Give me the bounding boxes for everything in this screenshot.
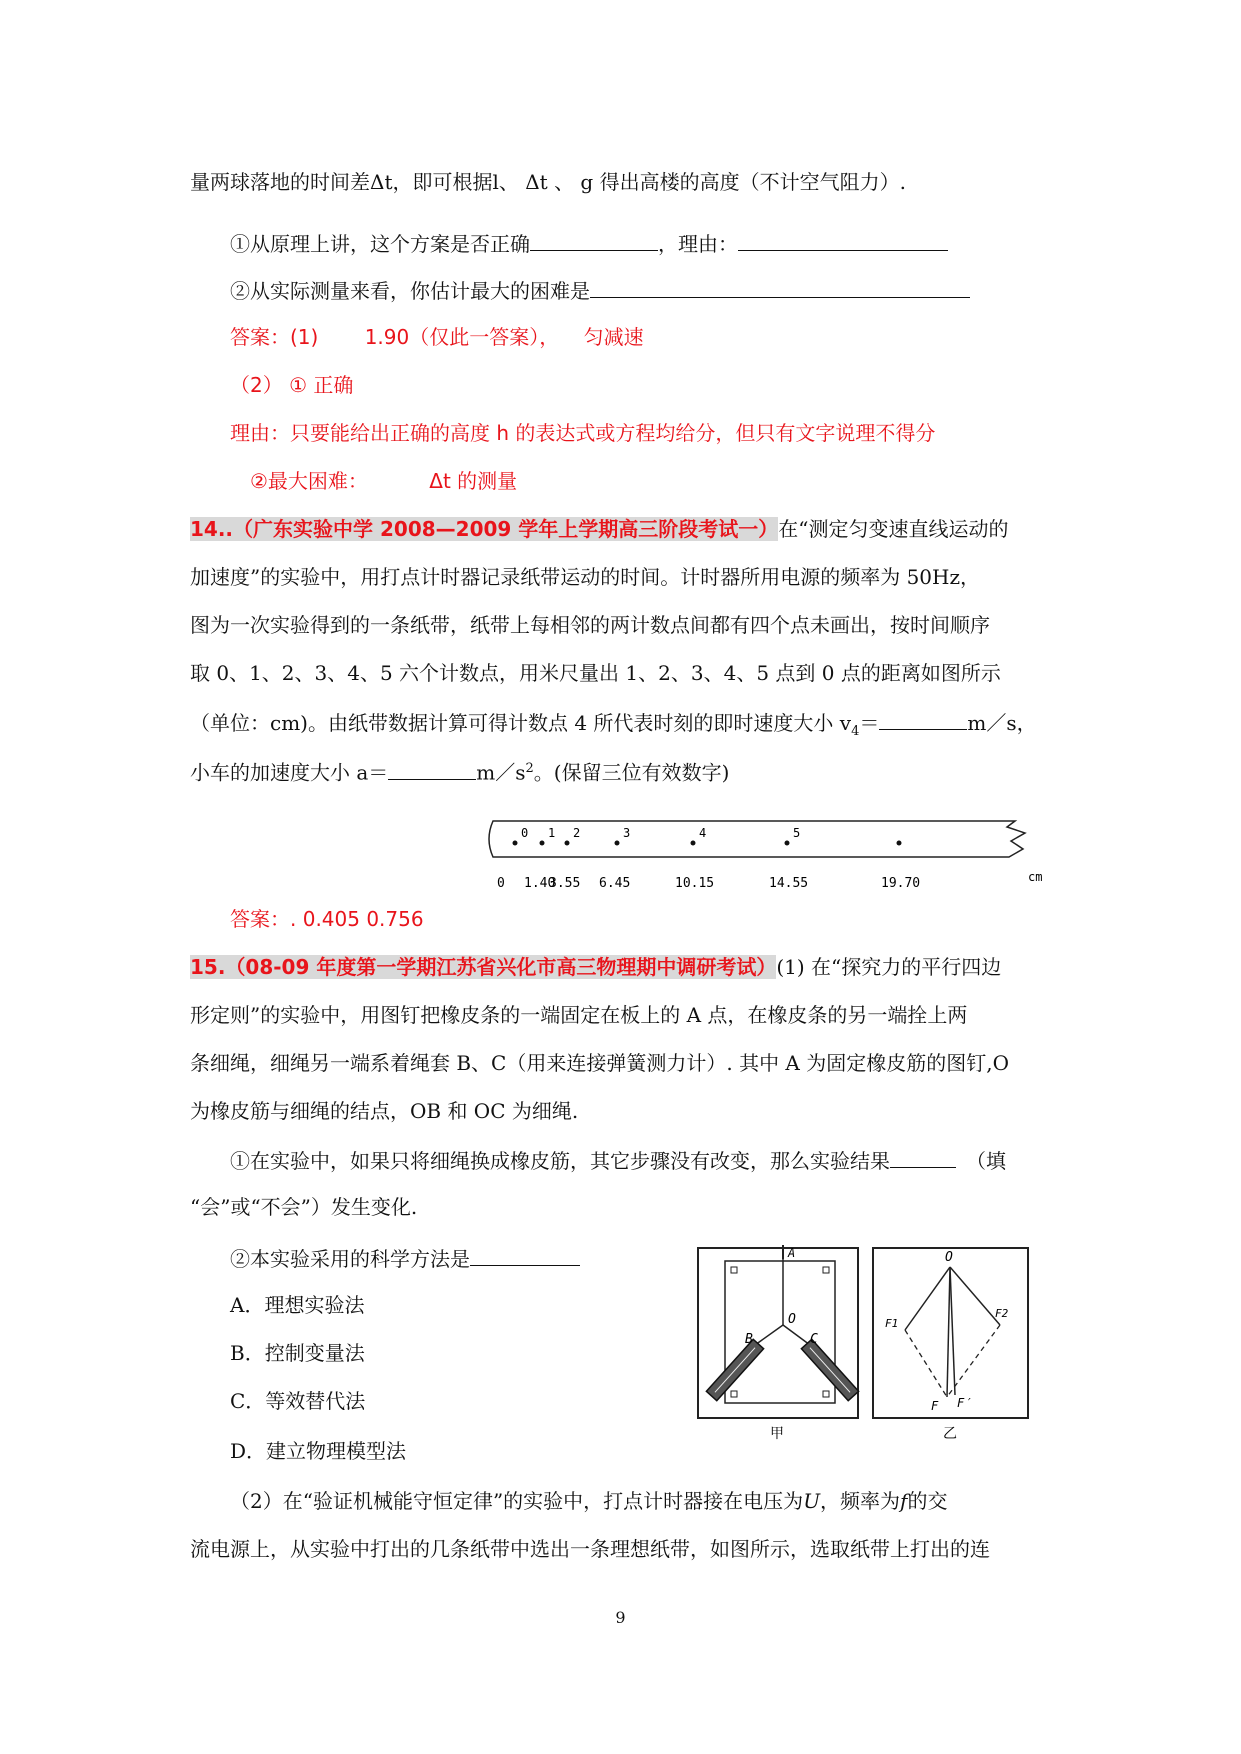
board-paper bbox=[725, 1261, 835, 1403]
answer-line-3: 理由：只要能给出正确的高度 h 的表达式或方程均给分，但只有文字说理不得分 bbox=[230, 421, 936, 445]
tape-dot-5 bbox=[785, 841, 790, 846]
label-o-yi: O bbox=[945, 1250, 953, 1265]
answer-value: 1.90（仅此一答案）， bbox=[364, 325, 560, 349]
q15-source-tag: 15.（08-09 年度第一学期江苏省兴化市高三物理期中调研考试） bbox=[190, 955, 777, 979]
q15-text-12b: ，频率为 bbox=[820, 1489, 901, 1513]
q14-line-1 bbox=[190, 515, 1009, 543]
q14-line-2: 加速度”的实验中，用打点计时器记录纸带运动的时间。计时器所用电源的频率为 50Hz， bbox=[190, 565, 981, 589]
q15-line-4: 为橡皮筋与细绳的结点，OB 和 OC 为细绳. bbox=[190, 1099, 579, 1123]
tape-point-label-1: 1 bbox=[548, 826, 556, 840]
parallelogram-left bbox=[905, 1330, 947, 1397]
tape-distance-label-5: 14.55 bbox=[769, 876, 809, 891]
tape-dot-0 bbox=[513, 841, 518, 846]
figure-yi bbox=[873, 1248, 1028, 1442]
tape-dot-6 bbox=[897, 841, 902, 846]
force-f2 bbox=[950, 1267, 1000, 1325]
answer-label: 答案：(1) bbox=[230, 325, 319, 349]
q15-line-13: 流电源上，从实验中打出的几条纸带中选出一条理想纸带，如图所示，选取纸带上打出的连 bbox=[190, 1537, 990, 1561]
label-f1: F1 bbox=[885, 1317, 899, 1330]
answer-line-2: （2） ① 正确 bbox=[230, 373, 354, 397]
pin-tl bbox=[731, 1267, 737, 1273]
pin-bl bbox=[731, 1391, 737, 1397]
label-c: C bbox=[810, 1332, 818, 1347]
v-subscript: 4 bbox=[851, 724, 860, 739]
q15-text-12: （2）在“验证机械能守恒定律”的实验中，打点计时器接在电压为 bbox=[230, 1489, 804, 1513]
label-a: A bbox=[788, 1246, 796, 1260]
figure-jia bbox=[698, 1245, 859, 1442]
tape-dot-1 bbox=[540, 841, 545, 846]
text-line-1: 量两球落地的时间差Δt，即可根据l、 Δt 、 g 得出高楼的高度（不计空气阻力）. bbox=[190, 170, 906, 194]
unit-superscript: 2 bbox=[525, 761, 534, 776]
q14-source-tag: 14..（广东实验中学 2008—2009 学年上学期高三阶段考试一） bbox=[190, 517, 779, 541]
question-1-text: ①从原理上讲，这个方案是否正确 bbox=[230, 232, 530, 256]
q15-line-7 bbox=[230, 1243, 580, 1273]
difficulty-answer: Δt 的测量 bbox=[429, 469, 518, 493]
pin-tr bbox=[823, 1267, 829, 1273]
caption-jia: 甲 bbox=[770, 1426, 784, 1442]
q15-text-1: (1) 在“探究力的平行四边 bbox=[776, 955, 1002, 979]
reason-blank[interactable] bbox=[738, 228, 948, 251]
tape-distance-label-4: 10.15 bbox=[675, 876, 715, 891]
tape-dot-2 bbox=[565, 841, 570, 846]
tape-point-label-4: 4 bbox=[699, 826, 707, 840]
question-2-text: ②从实际测量来看，你估计最大的困难是 bbox=[230, 279, 590, 303]
pin-br bbox=[823, 1391, 829, 1397]
force-f1 bbox=[905, 1267, 950, 1330]
q14-text-6: 小车的加速度大小 a＝ bbox=[190, 760, 389, 785]
acceleration-blank[interactable] bbox=[388, 757, 476, 780]
tape-point-label-2: 2 bbox=[573, 826, 581, 840]
answer-line-4 bbox=[250, 467, 517, 495]
label-f2: F2 bbox=[995, 1307, 1009, 1320]
q15-text-12c: 的交 bbox=[907, 1489, 948, 1513]
q15-line-1 bbox=[190, 953, 1001, 981]
label-o-jia: O bbox=[788, 1312, 796, 1327]
label-b: B bbox=[745, 1332, 753, 1347]
question-1-line bbox=[230, 228, 948, 258]
q14-answer: 答案：. 0.405 0.756 bbox=[230, 907, 424, 931]
tape-dot-4 bbox=[691, 841, 696, 846]
difficulty-label: ②最大困难： bbox=[250, 469, 368, 493]
option-d[interactable]: D．建立物理模型法 bbox=[230, 1439, 407, 1463]
force-figure bbox=[695, 1245, 1035, 1445]
q14-line-6 bbox=[190, 755, 729, 787]
result-blank[interactable] bbox=[890, 1145, 956, 1168]
q14-line-4: 取 0、1、2、3、4、5 六个计数点，用米尺量出 1、2、3、4、5 点到 0 点的距离如图所示 bbox=[190, 661, 1001, 685]
tape-point-label-3: 3 bbox=[623, 826, 631, 840]
q14-text-1: 在“测定匀变速直线运动的 bbox=[778, 517, 1009, 541]
q15-line-6: “会”或“不会”）发生变化. bbox=[190, 1195, 418, 1219]
equals-sign: ＝ bbox=[859, 711, 880, 735]
tape-distance-label-6: 19.70 bbox=[881, 876, 921, 891]
question-2-line bbox=[230, 275, 970, 305]
method-blank[interactable] bbox=[470, 1243, 580, 1266]
q14-line-5 bbox=[190, 707, 1037, 746]
difficulty-blank[interactable] bbox=[590, 275, 970, 298]
q15-line-12 bbox=[230, 1487, 947, 1515]
velocity-blank[interactable] bbox=[879, 707, 967, 730]
q14-text-5: （单位：cm)。由纸带数据计算可得计数点 4 所代表时刻的即时速度大小 v bbox=[190, 711, 852, 735]
method-question: ②本实验采用的科学方法是 bbox=[230, 1247, 470, 1271]
frequency-symbol: f bbox=[900, 1489, 908, 1513]
force-f-prime bbox=[950, 1267, 955, 1395]
tape-unit-label: cm bbox=[1028, 870, 1043, 884]
caption-yi: 乙 bbox=[943, 1426, 957, 1442]
tape-point-label-0: 0 bbox=[521, 826, 529, 840]
q14-line-3: 图为一次实验得到的一条纸带，纸带上每相邻的两计数点间都有四个点未画出，按时间顺序 bbox=[190, 613, 990, 637]
tape-distance-label-3: 6.45 bbox=[599, 876, 631, 891]
voltage-symbol: U bbox=[803, 1489, 821, 1513]
option-c[interactable]: C．等效替代法 bbox=[230, 1389, 366, 1413]
tape-figure bbox=[485, 815, 1045, 915]
q14-text-6b: 。(保留三位有效数字) bbox=[533, 760, 730, 785]
label-f-prime: F′ bbox=[957, 1396, 972, 1410]
string-ob bbox=[755, 1325, 783, 1345]
string-oc bbox=[783, 1325, 810, 1345]
tape-distance-label-2: 3.55 bbox=[549, 876, 581, 891]
q15-line-3: 条细绳，细绳另一端系着绳套 B、C（用来连接弹簧测力计）. 其中 A 为固定橡皮筋的图钉,O bbox=[190, 1051, 1009, 1075]
paper-tape bbox=[489, 821, 1025, 857]
option-b[interactable]: B．控制变量法 bbox=[230, 1341, 365, 1365]
reason-label: ，理由： bbox=[658, 232, 738, 256]
tape-point-label-5: 5 bbox=[793, 826, 801, 840]
parallelogram-right bbox=[947, 1325, 1000, 1397]
tape-dot-3 bbox=[615, 841, 620, 846]
tape-distance-label-0: 0 bbox=[497, 876, 505, 891]
answer-blank[interactable] bbox=[530, 228, 658, 251]
q15-text-5: ①在实验中，如果只将细绳换成橡皮筋，其它步骤没有改变，那么实验结果 bbox=[230, 1149, 890, 1173]
force-f bbox=[947, 1267, 950, 1397]
label-f: F bbox=[931, 1399, 939, 1413]
q15-line-2: 形定则”的实验中，用图钉把橡皮条的一端固定在板上的 A 点，在橡皮条的另一端拴上两 bbox=[190, 1003, 968, 1027]
answer-line-1 bbox=[230, 323, 644, 351]
spring-scale-c bbox=[801, 1339, 858, 1400]
answer-motion: 匀减速 bbox=[583, 325, 644, 349]
velocity-unit: m／s， bbox=[967, 711, 1037, 735]
option-a[interactable]: A．理想实验法 bbox=[230, 1293, 365, 1317]
fill-hint: （填 bbox=[966, 1149, 1006, 1173]
tape-distance-label-1: 1.40 bbox=[524, 876, 556, 891]
page-number: 9 bbox=[615, 1608, 626, 1627]
q15-line-5 bbox=[230, 1145, 1006, 1175]
acceleration-unit: m／s bbox=[476, 760, 526, 785]
